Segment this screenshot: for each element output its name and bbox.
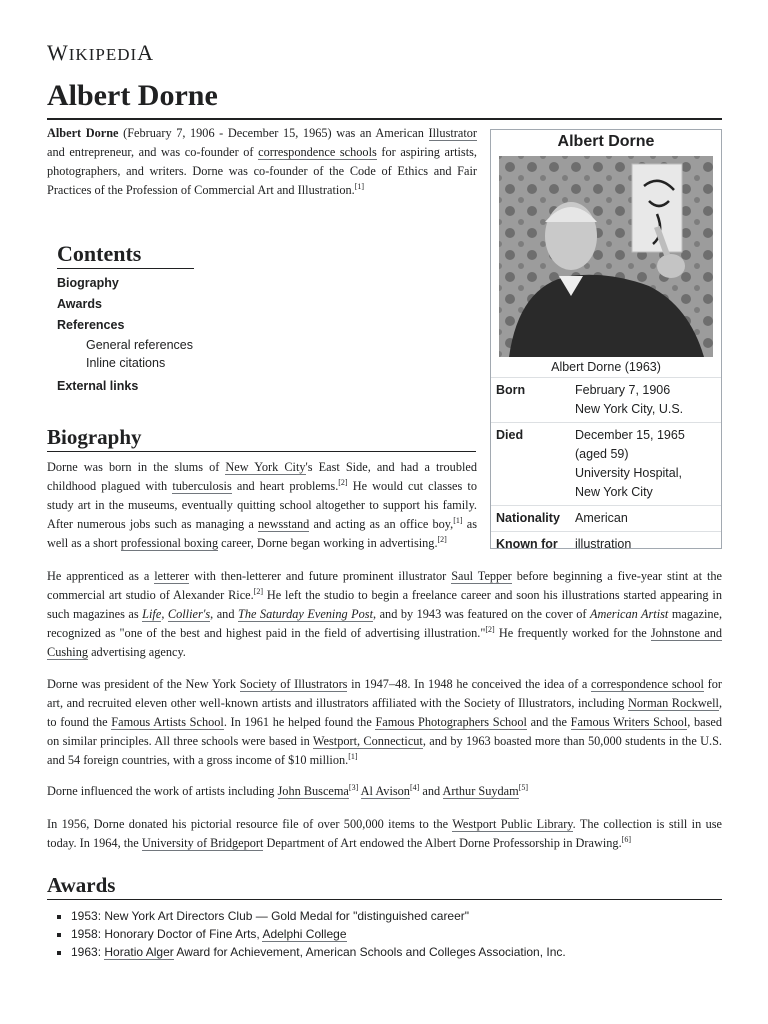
link-illustrator[interactable]: Illustrator: [428, 126, 477, 140]
text: (February 7, 1906 - December 15, 1965) was an American: [118, 126, 429, 140]
citation[interactable]: [5]: [518, 782, 529, 792]
toc-item-external-links[interactable]: External links: [57, 379, 139, 393]
infobox-label: Born: [496, 383, 526, 397]
born-date: February 7, 1906: [575, 383, 671, 397]
text: for art, and recruited eleven other well-known artists and illustrators affiliated with the Society of Illustrators, including: [47, 677, 722, 710]
list-item: [71, 907, 566, 925]
text: In 1956, Dorne donated his pictorial resource file of over 500,000 items to the: [47, 817, 453, 831]
text: , and: [210, 607, 238, 621]
link-westport-connecticut[interactable]: Westport, Connecticut: [312, 734, 423, 748]
text: before beginning a five-year stint at the commercial art studio of Alexander Rice.: [47, 569, 722, 602]
citation[interactable]: [2]: [253, 586, 264, 596]
infobox-row-known-for: [491, 531, 721, 557]
award-text: Award for Achievement, American Schools and Colleges Association, Inc.: [173, 945, 566, 959]
link-famous-artists-school[interactable]: Famous Artists School: [111, 715, 224, 729]
link-famous-writers-school[interactable]: Famous Writers School: [570, 715, 688, 729]
link-life-magazine[interactable]: Life: [142, 607, 162, 621]
text: He left the studio to begin a freelance career and soon his illustrations started appearing in such magazines as: [47, 588, 722, 621]
text: , and by 1943 was featured on the cover of: [373, 607, 590, 621]
toc-title: Contents: [57, 240, 194, 269]
link-john-buscema[interactable]: John Buscema: [277, 784, 349, 798]
text: in 1947–48. In 1948 he conceived the idea of a: [347, 677, 592, 691]
link-norman-rockwell[interactable]: Norman Rockwell: [627, 696, 719, 710]
wikipedia-wordmark[interactable]: [47, 40, 154, 66]
link-johnstone-and-cushing[interactable]: Johnstone and Cushing: [47, 626, 722, 659]
infobox-caption: Albert Dorne (1963): [551, 360, 661, 374]
link-new-york-city[interactable]: New York City: [225, 460, 306, 474]
born-place: New York City, U.S.: [575, 402, 684, 416]
toc-item-general-references[interactable]: General references: [86, 338, 194, 352]
text: Department of Art endowed the Albert Dorne Professorship in Drawing.: [263, 836, 622, 850]
citation[interactable]: [2]: [338, 477, 348, 487]
biography-paragraph-3: [47, 675, 722, 770]
link-colliers[interactable]: Collier's: [167, 607, 211, 621]
intro-paragraph: [47, 124, 477, 200]
infobox-label: Nationality: [496, 511, 560, 525]
biography-paragraph-4: [47, 782, 722, 801]
link-al-avison[interactable]: Al Avison: [360, 784, 410, 798]
text: He would cut classes to study art in the museums, eventually quitting school altogether to support his family. After numerous jobs such as managing a: [47, 479, 477, 531]
infobox-value: American: [575, 511, 628, 525]
list-item: [71, 925, 566, 943]
table-of-contents: [57, 240, 194, 397]
died-date: December 15, 1965: [575, 428, 685, 442]
section-heading-awards: Awards: [47, 871, 722, 900]
link-famous-photographers-school[interactable]: Famous Photographers School: [375, 715, 527, 729]
text: He apprenticed as a: [47, 569, 155, 583]
link-correspondence-schools[interactable]: correspondence schools: [258, 145, 377, 159]
wordmark-letter: A: [137, 40, 155, 65]
biography-paragraph-1: [47, 458, 477, 553]
toc-item-references[interactable]: References: [57, 318, 125, 332]
award-text: 1963:: [71, 945, 105, 959]
citation[interactable]: [2]: [437, 534, 447, 544]
subject-name: Albert Dorne: [47, 126, 119, 140]
text: Dorne was born in the slums of: [47, 460, 226, 474]
died-city: New York City: [575, 485, 653, 499]
award-text: 1953: New York Art Directors Club — Gold Medal for "distinguished career": [71, 909, 470, 923]
infobox-value: [575, 426, 716, 502]
text: , and by 1963 boasted more than 50,000 students in the U.S. and 54 foreign countries, with a gross income of $10 million.: [47, 734, 722, 767]
infobox-row-born: [491, 377, 721, 422]
link-letterer[interactable]: letterer: [154, 569, 190, 583]
citation[interactable]: [3]: [348, 782, 359, 792]
infobox-title: Albert Dorne: [557, 133, 655, 150]
text: He frequently worked for the: [494, 626, 651, 640]
text: . In 1961 he helped found the: [223, 715, 376, 729]
link-saturday-evening-post[interactable]: The Saturday Evening Post: [237, 607, 374, 621]
text: Dorne was president of the New York: [47, 677, 240, 691]
text: and: [419, 784, 443, 798]
link-society-of-illustrators[interactable]: Society of Illustrators: [239, 677, 348, 691]
text: 's East Side, and had a troubled childhood plagued with: [47, 460, 477, 493]
text: with then-letterer and future prominent illustrator: [189, 569, 452, 583]
text: and the: [526, 715, 571, 729]
link-arthur-suydam[interactable]: Arthur Suydam: [442, 784, 519, 798]
link-horatio-alger[interactable]: Horatio Alger: [104, 945, 174, 959]
biography-paragraph-2: [47, 567, 722, 662]
link-professional-boxing[interactable]: professional boxing: [120, 536, 219, 550]
toc-item-inline-citations[interactable]: Inline citations: [86, 356, 166, 370]
text: and acting as an office boy,: [309, 517, 454, 531]
list-item: [71, 943, 566, 961]
infobox-value: [575, 381, 716, 419]
citation[interactable]: [4]: [409, 782, 420, 792]
biography-paragraph-5: [47, 815, 722, 853]
link-correspondence-school[interactable]: correspondence school: [591, 677, 704, 691]
citation[interactable]: [2]: [485, 624, 495, 634]
text: and heart problems.: [231, 479, 339, 493]
text: advertising agency.: [88, 645, 186, 659]
text: , to found the: [47, 696, 723, 729]
text: magazine, recognized as "one of the best and highest paid in the field of advertising illustration.": [47, 607, 723, 640]
link-adelphi-college[interactable]: Adelphi College: [262, 927, 347, 941]
infobox-label: Died: [496, 428, 524, 442]
page-title: Albert Dorne: [47, 76, 722, 120]
toc-item-biography[interactable]: Biography: [57, 276, 119, 290]
text: as well as a short: [47, 517, 477, 550]
link-newsstand[interactable]: newsstand: [258, 517, 310, 531]
infobox: [490, 129, 722, 549]
citation[interactable]: [1]: [453, 515, 463, 525]
died-place: University Hospital,: [575, 466, 682, 480]
link-saul-tepper[interactable]: Saul Tepper: [451, 569, 512, 583]
text: Dorne influenced the work of artists including: [47, 784, 278, 798]
wordmark-letters: IKIPEDI: [68, 45, 138, 64]
toc-item-awards[interactable]: Awards: [57, 297, 102, 311]
infobox-row-died: [491, 422, 721, 505]
wordmark-letter: W: [47, 40, 69, 65]
awards-list: [47, 907, 566, 961]
citation[interactable]: [1]: [354, 181, 365, 191]
magazine-title: American Artist: [589, 607, 669, 621]
text: and entrepreneur, and was co-founder of: [47, 145, 259, 159]
text: for aspiring artists, photographers, and writers. Dorne was co-founder of the Code of Ethics and Fair Practices of the Profession of Commercial Art and Illustration.: [47, 145, 477, 197]
text: ,: [161, 607, 168, 621]
infobox-label: Known for: [496, 537, 558, 551]
portrait-image: [499, 156, 713, 357]
citation[interactable]: [1]: [348, 751, 358, 761]
section-heading-biography: Biography: [47, 423, 476, 452]
link-westport-public-library[interactable]: Westport Public Library: [452, 817, 573, 831]
award-text: 1958: Honorary Doctor of Fine Arts,: [71, 927, 263, 941]
text: , based on similar principles. All three schools were based in: [47, 715, 722, 748]
citation[interactable]: [6]: [621, 834, 631, 844]
infobox-row-nationality: [491, 505, 721, 531]
died-age: (aged 59): [575, 447, 629, 461]
text: career, Dorne began working in advertising.: [218, 536, 438, 550]
link-tuberculosis[interactable]: tuberculosis: [172, 479, 232, 493]
link-university-of-bridgeport[interactable]: University of Bridgeport: [141, 836, 264, 850]
infobox-value: illustration: [575, 537, 632, 551]
text: . The collection is still in use today. In 1964, the: [47, 817, 722, 850]
portrait-photo[interactable]: [499, 156, 713, 357]
